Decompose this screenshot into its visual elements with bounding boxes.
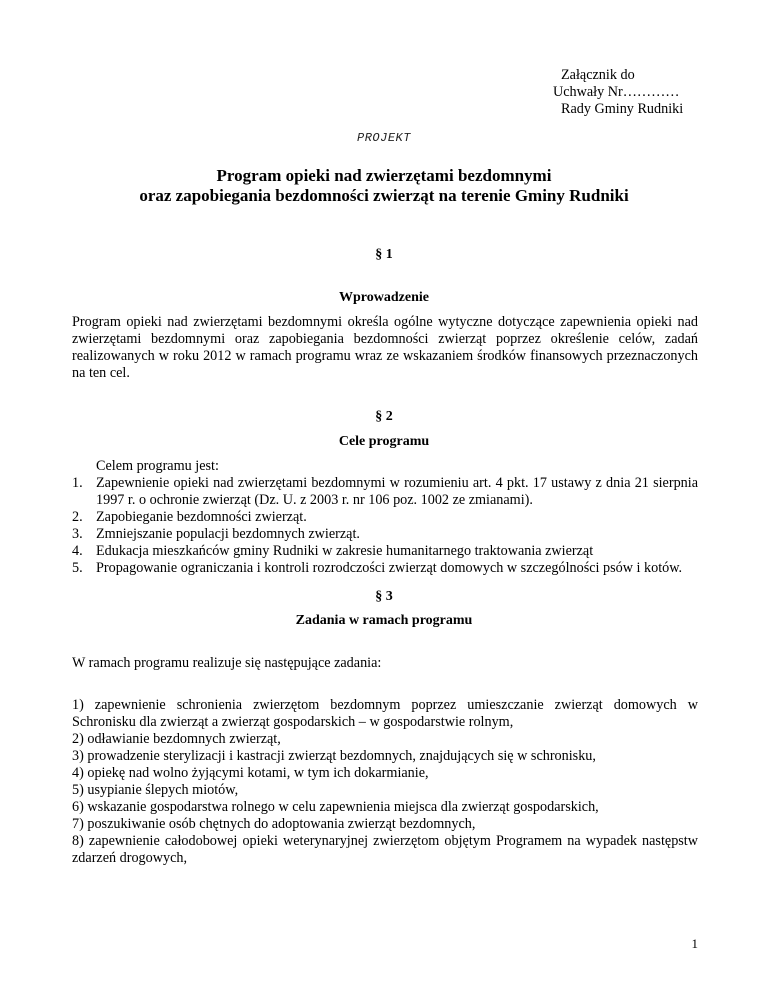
- goals-list: [72, 458, 698, 577]
- task-item: 7) poszukiwanie osób chętnych do adoptowania zwierząt bezdomnych,: [72, 816, 476, 832]
- tasks-list: [72, 697, 698, 867]
- draft-label: PROJEKT: [357, 131, 411, 145]
- task-item: 6) wskazanie gospodarstwa rolnego w celu zapewnienia miejsca dla zwierząt gospodarskich,: [72, 799, 599, 815]
- list-item: [72, 560, 698, 577]
- list-item: [72, 526, 698, 543]
- list-item-text: Propagowanie ograniczania i kontroli rozrodczości zwierząt domowych w szczególności psów i kotów.: [96, 560, 683, 576]
- list-item-number: 4.: [72, 543, 83, 559]
- list-item: [72, 543, 698, 560]
- task-item: 8) zapewnienie całodobowej opieki weterynaryjnej zwierzętom objętym Programem na wypadek następstw zdarzeń drogowych,: [72, 833, 698, 866]
- list-item-number: 3.: [72, 526, 83, 542]
- task-item: 1) zapewnienie schronienia zwierzętom bezdomnym poprzez umieszczanie zwierząt domowych w Schronisku dla zwierząt a zwierząt gospodarskich – w gospodarstwie rolnym,: [72, 697, 698, 730]
- attachment-line-3: Rady Gminy Rudniki: [561, 101, 684, 117]
- list-item-text: Zmniejszanie populacji bezdomnych zwierząt.: [96, 526, 360, 542]
- task-item: 4) opiekę nad wolno żyjącymi kotami, w tym ich dokarmianie,: [72, 765, 429, 781]
- title-line-1: Program opieki nad zwierzętami bezdomnymi: [216, 166, 552, 185]
- section-2-sign: § 2: [375, 409, 393, 424]
- attachment-line-2: Uchwały Nr…………: [553, 84, 680, 100]
- list-item-text: Zapobieganie bezdomności zwierząt.: [96, 509, 307, 525]
- list-item-text: Edukacja mieszkańców gminy Rudniki w zakresie humanitarnego traktowania zwierząt: [96, 543, 594, 559]
- section-1-sign: § 1: [375, 247, 393, 262]
- list-item-number: 2.: [72, 509, 83, 525]
- section-1-heading: Wprowadzenie: [339, 290, 429, 305]
- task-item: 3) prowadzenie sterylizacji i kastracji zwierząt bezdomnych, znajdujących się w schronisku,: [72, 748, 596, 764]
- task-item: 2) odławianie bezdomnych zwierząt,: [72, 731, 281, 747]
- tasks-intro: W ramach programu realizuje się następujące zadania:: [72, 655, 382, 671]
- section-3-sign: § 3: [375, 589, 393, 604]
- list-item-text: Zapewnienie opieki nad zwierzętami bezdomnymi w rozumieniu art. 4 pkt. 17 ustawy z dnia 21 sierpnia 1997 r. o ochronie zwierząt (Dz. U. z 2003 r. nr 106 poz. 1002 ze zmianami).: [96, 475, 698, 508]
- document-title: [0, 166, 768, 206]
- list-item: [72, 475, 698, 509]
- section-2-heading: Cele programu: [338, 434, 430, 449]
- attachment-note: [553, 67, 683, 118]
- task-item: 5) usypianie ślepych miotów,: [72, 782, 239, 798]
- page-number: 1: [691, 936, 698, 951]
- list-item-number: 1.: [72, 475, 83, 491]
- list-item-number: 5.: [72, 560, 83, 576]
- section-1-text: Program opieki nad zwierzętami bezdomnymi określa ogólne wytyczne dotyczące zapewnienia opieki nad zwierzętami bezdomnymi oraz zapobiegania bezdomności zwierząt poprzez określenie celów, zadań realizowanych w roku 2012 w ramach programu wraz ze wskazaniem środków finansowych przeznaczonych na ten cel.: [72, 314, 698, 381]
- goals-intro: Celem programu jest:: [96, 458, 219, 474]
- section-3-heading: Zadania w ramach programu: [295, 613, 473, 628]
- list-item: [72, 509, 698, 526]
- attachment-line-1: Załącznik do: [561, 67, 635, 83]
- title-line-2: oraz zapobiegania bezdomności zwierząt na terenie Gminy Rudniki: [139, 186, 629, 205]
